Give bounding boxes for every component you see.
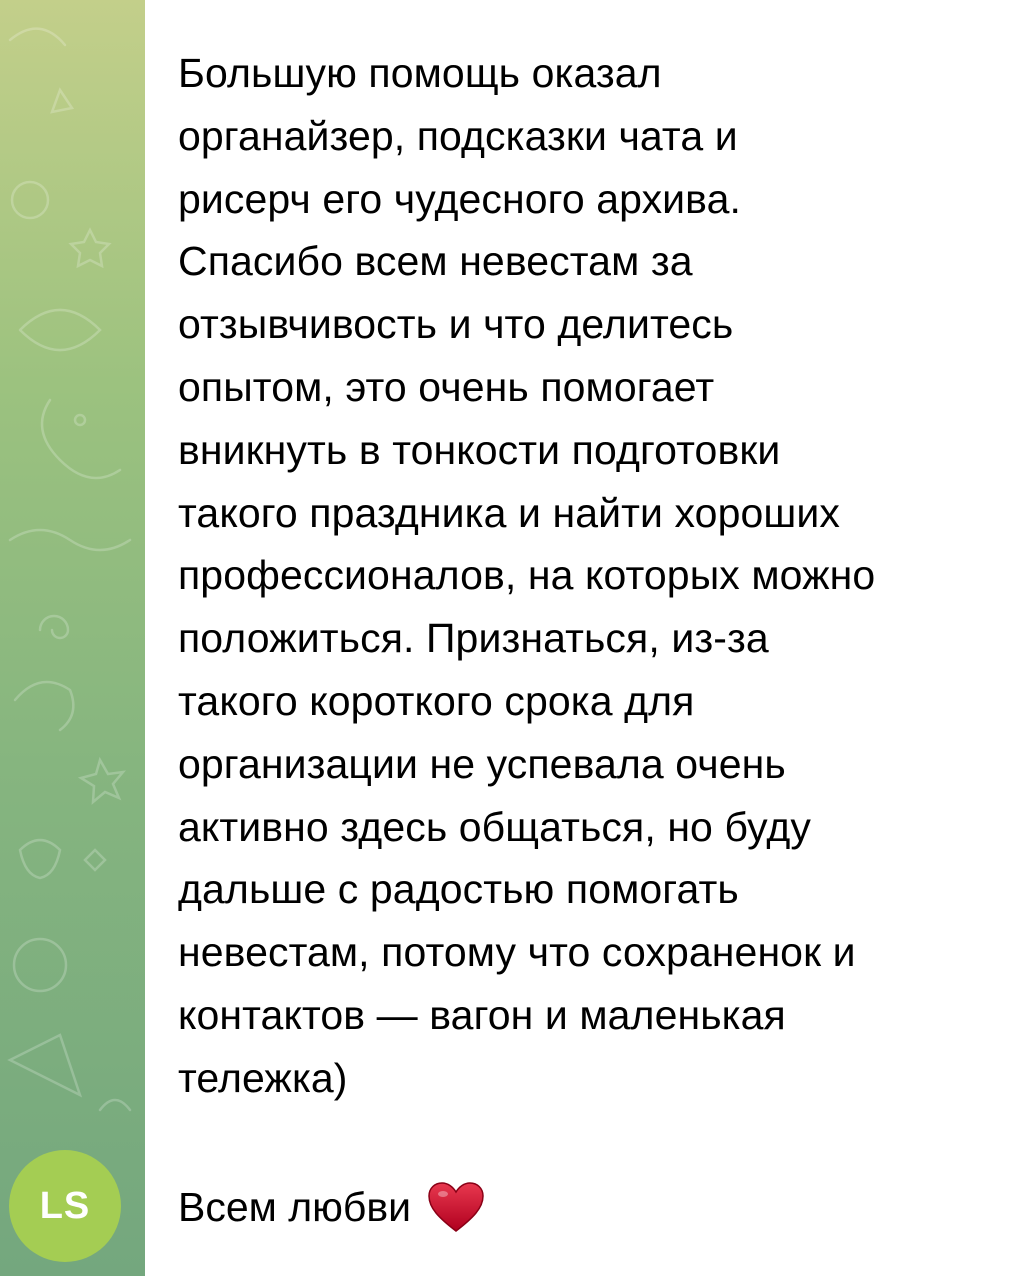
message-closing-text: Всем любви (178, 1183, 412, 1230)
doodle-rainbow (15, 682, 73, 730)
doodle-spiral (40, 616, 68, 638)
doodle-pattern (0, 0, 145, 1276)
doodle-pizza (10, 1035, 80, 1095)
doodle-leaf (52, 90, 72, 112)
chat-wallpaper (0, 0, 145, 1276)
doodle-star-2 (81, 760, 123, 802)
red-heart-icon (427, 1181, 485, 1233)
doodle-arc-2 (100, 1100, 130, 1110)
doodle-star (71, 230, 109, 266)
message-closing-line (178, 1176, 485, 1238)
sender-avatar[interactable] (9, 1150, 121, 1262)
avatar-initials: LS (39, 1184, 91, 1227)
doodle-cupcake (20, 840, 60, 878)
doodle-wave (10, 530, 130, 550)
doodle-diamond (85, 850, 105, 870)
doodle-ball (14, 939, 66, 991)
doodle-circle (12, 182, 48, 218)
doodle-dino (42, 400, 120, 478)
doodle-arc (10, 29, 65, 45)
doodle-eye (20, 310, 100, 350)
message-text: Большую помощь оказал органайзер, подсказки чата и рисерч его чудесного архива. Спасибо всем невестам за отзывчивость и что делитесь опытом, это очень помогает вникнуть в тонкости подготовки такого праздника и найти хороших профессионалов, на которых можно положиться. Признаться, из-за такого короткого срока для организации не успевала очень активно здесь общаться, но буду дальше с радостью помогать невестам, потому что сохраненок и контактов — вагон и маленькая тележка) (178, 50, 876, 1101)
doodle-dot (75, 415, 85, 425)
message-bubble[interactable] (145, 0, 1022, 1276)
